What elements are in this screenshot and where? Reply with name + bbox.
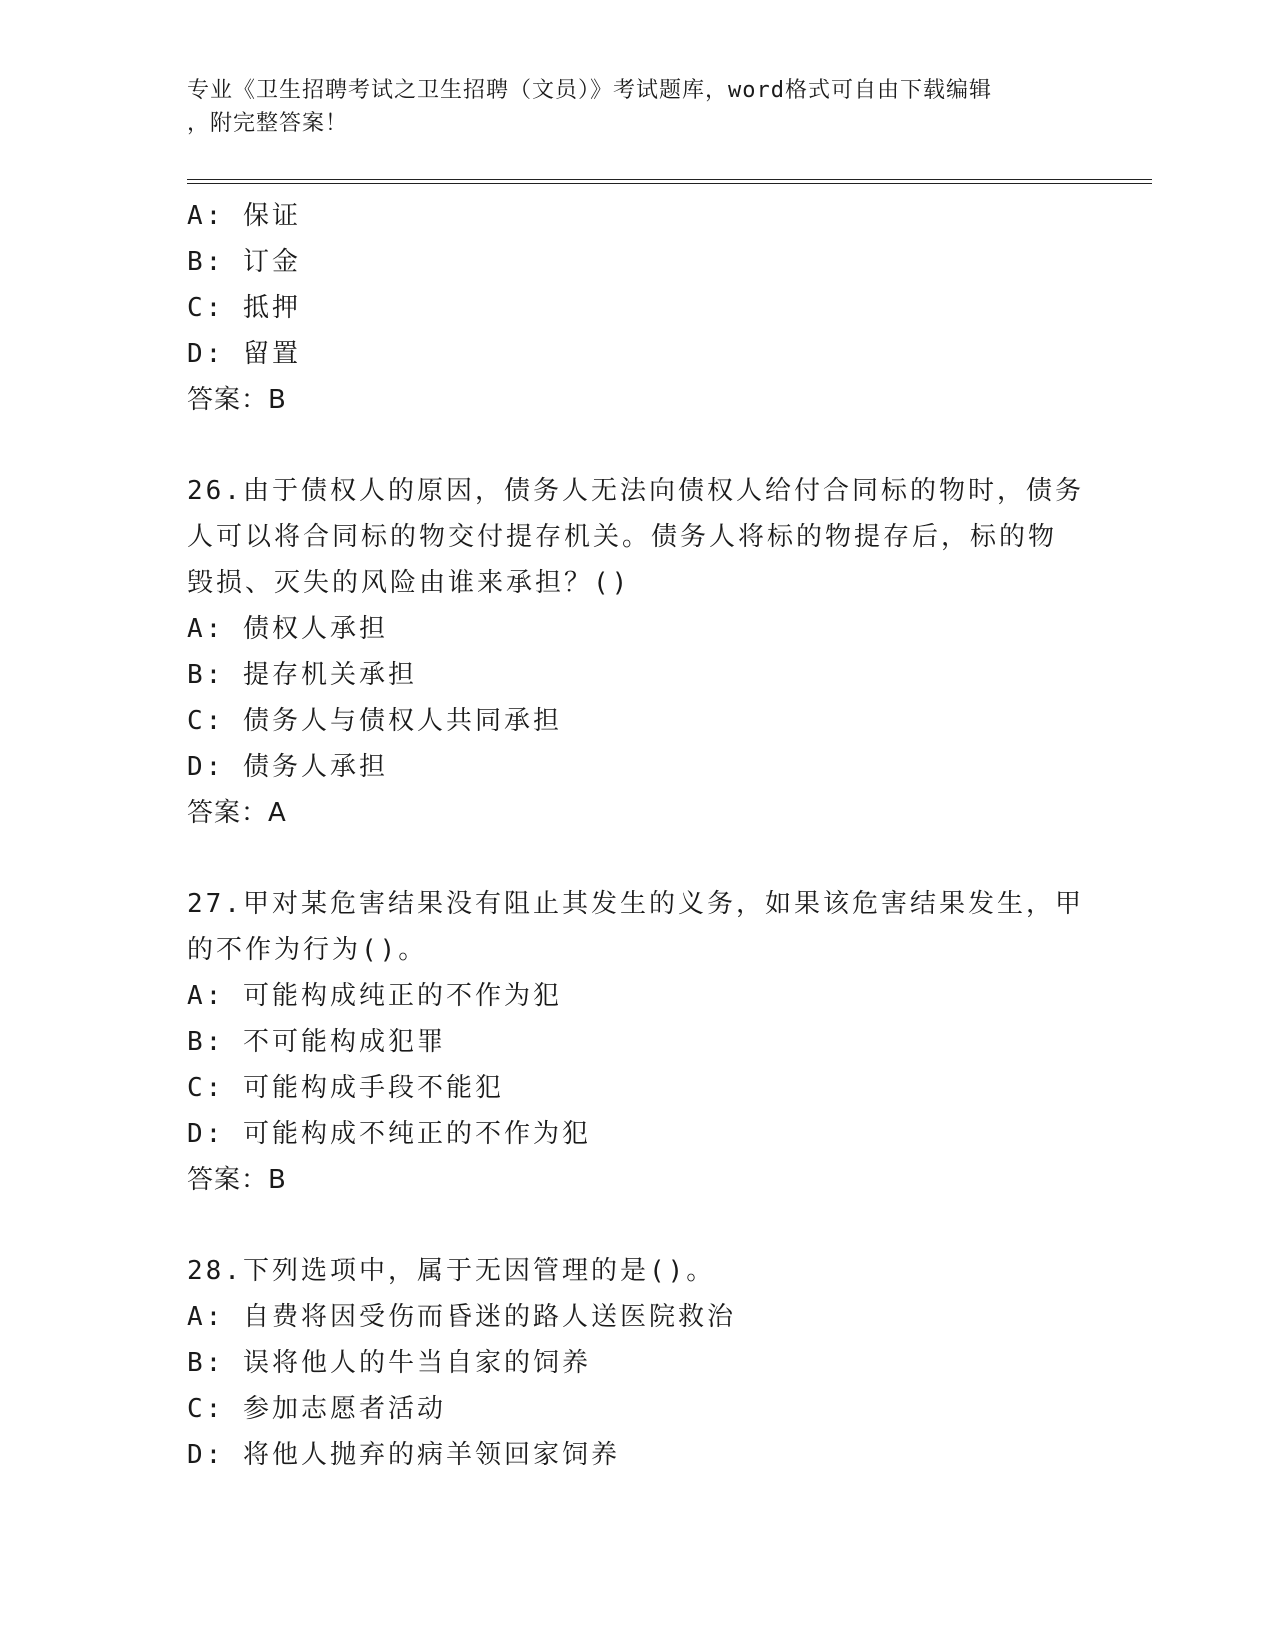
question-list <box>187 193 1087 1478</box>
option-c: C: 抵押 <box>187 293 301 323</box>
answer-line: 答案：B <box>187 1165 287 1195</box>
option-c: C: 债务人与债权人共同承担 <box>187 706 562 736</box>
question-27 <box>187 881 1087 1203</box>
header-divider-top <box>187 179 1152 180</box>
question-text-line: 27.甲对某危害结果没有阻止其发生的义务，如果该危害结果发生，甲 <box>187 889 1084 919</box>
option-c: C: 可能构成手段不能犯 <box>187 1073 504 1103</box>
question-text-line: 的不作为行为()。 <box>187 935 428 965</box>
answer-line: 答案：B <box>187 385 287 415</box>
option-a: A: 可能构成纯正的不作为犯 <box>187 981 562 1011</box>
question-28 <box>187 1248 1087 1478</box>
document-header <box>187 74 1067 140</box>
option-a: A: 自费将因受伤而昏迷的路人送医院救治 <box>187 1302 736 1332</box>
header-divider-bottom <box>187 183 1152 184</box>
option-b: B: 订金 <box>187 247 301 277</box>
option-b: B: 不可能构成犯罪 <box>187 1027 446 1057</box>
option-b: B: 提存机关承担 <box>187 660 417 690</box>
spacer <box>187 1203 1087 1248</box>
question-26 <box>187 468 1087 836</box>
spacer <box>187 423 1087 468</box>
option-d: D: 可能构成不纯正的不作为犯 <box>187 1119 591 1149</box>
option-a: A: 债权人承担 <box>187 614 388 644</box>
question-25-block <box>187 193 1087 423</box>
option-a: A: 保证 <box>187 201 301 231</box>
question-text-line: 人可以将合同标的物交付提存机关。债务人将标的物提存后，标的物 <box>187 522 1058 552</box>
question-text-line: 26.由于债权人的原因，债务人无法向债权人给付合同标的物时，债务 <box>187 476 1084 506</box>
option-b: B: 误将他人的牛当自家的饲养 <box>187 1348 591 1378</box>
answer-line: 答案：A <box>187 798 287 828</box>
option-d: D: 留置 <box>187 339 301 369</box>
option-d: D: 将他人抛弃的病羊领回家饲养 <box>187 1440 620 1470</box>
option-d: D: 债务人承担 <box>187 752 388 782</box>
option-c: C: 参加志愿者活动 <box>187 1394 446 1424</box>
question-text-line: 毁损、灭失的风险由谁来承担？() <box>187 568 631 598</box>
spacer <box>187 836 1087 881</box>
header-line-1: 专业《卫生招聘考试之卫生招聘（文员）》考试题库，word格式可自由下载编辑 <box>187 78 992 103</box>
header-line-2: ，附完整答案！ <box>187 111 349 136</box>
question-text-line: 28.下列选项中，属于无因管理的是()。 <box>187 1256 716 1286</box>
